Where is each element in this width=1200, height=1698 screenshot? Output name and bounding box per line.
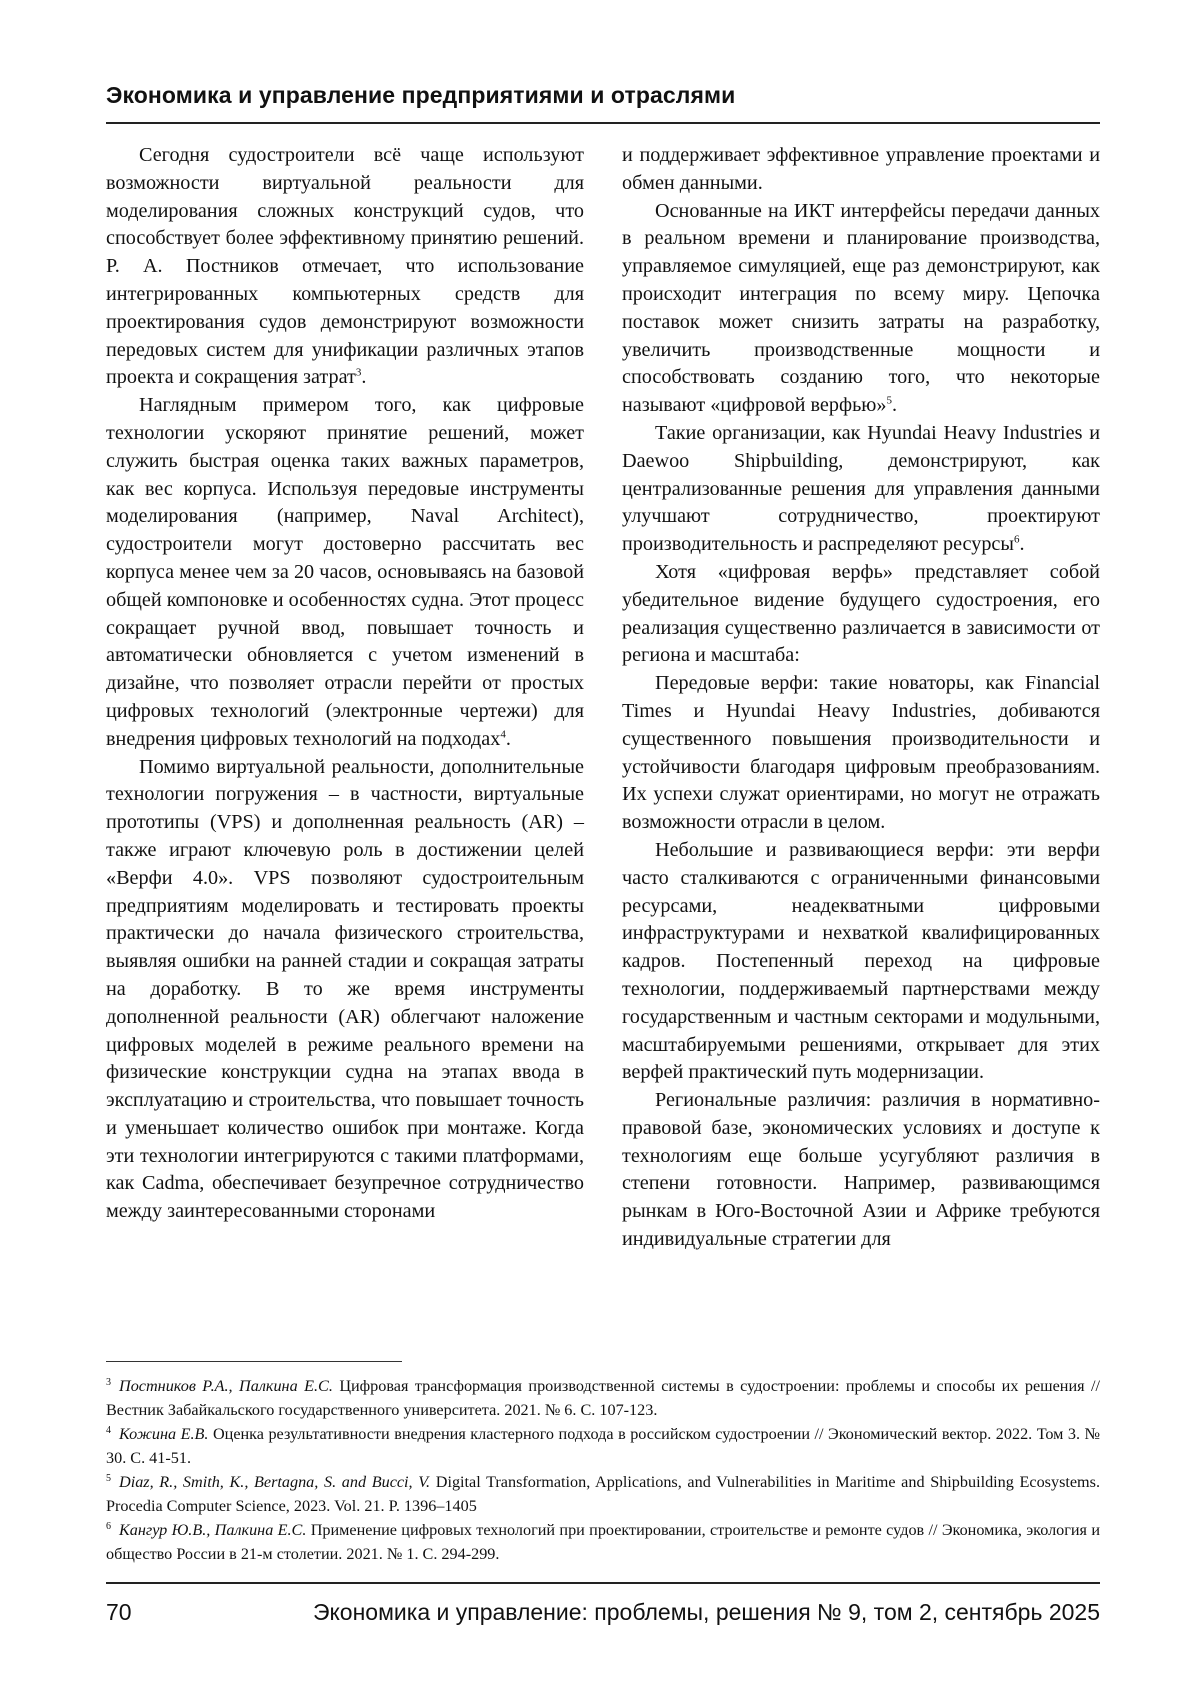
paragraph: Помимо виртуальной реальности, дополнительные технологии погружения – в частности, виртуальные прототипы (VPS) и дополненная реальность (AR) – также играют ключевую роль в достижении целей «Верфи 4.0». VPS позволяют судостроительным предприятиям моделировать и тестировать проекты практически до начала физического строительства, выявляя ошибки на ранней стадии и сокращая затраты на доработку. В то же время инструменты дополненной реальности (AR) облегчают наложение цифровых моделей в режиме реального времени на физические конструкции судна на этапах ввода в эксплуатацию и строительства, что повышает точность и уменьшает количество ошибок при монтаже. Когда эти технологии интегрируются с такими платформами, как Cadma, обеспечивает безупречное сотрудничество между заинтересованными сторонами <box>106 755 584 1223</box>
footnote-number: 3 <box>106 1376 111 1388</box>
paragraph: Наглядным примером того, как цифровые технологии ускоряют принятие решений, может служить быстрая оценка таких важных параметров, как вес корпуса. Используя передовые инструменты моделирования (например, Naval Architect), судостроители могут достоверно рассчитать вес корпуса менее чем за 20 часов, основываясь на базовой общей компоновке и особенностях судна. Этот процесс сокращает ручной ввод, повышает точность и автоматически обновляется с учетом изменений в дизайне, что позволяет отрасли перейти от простых цифровых технологий (электронные чертежи) для внедрения цифровых технологий на подходах$^4$. <box>106 394 584 750</box>
paragraph: Основанные на ИКТ интерфейсы передачи данных в реальном времени и планирование производства, управляемое симуляцией, еще раз демонстрируют, как происходит интеграция по всему миру. Цепочка поставок может снизить затраты на разработку, увеличить производственные мощности и способствовать созданию того, что некоторые называют «цифровой верфью»$^5$. <box>622 199 1100 417</box>
journal-title: Экономика и управление: проблемы, решения № 9, том 2, сентябрь 2025 <box>312 1599 1100 1625</box>
footnote-authors: Постников Р.А., Палкина Е.С. <box>119 1377 333 1395</box>
footnote-number: 4 <box>106 1424 111 1436</box>
footnote-text: Оценка результативности внедрения кластерного подхода в российском судостроении // Экономический вектор. 2022. Том 3. № 30. С. 41-51. <box>106 1425 1100 1467</box>
footnote-ref[interactable]: 5 <box>886 394 892 407</box>
footnote-authors: Кангур Ю.В., Палкина Е.С. <box>119 1521 307 1539</box>
paragraph: Такие организации, как Hyundai Heavy Industries и Daewoo Shipbuilding, демонстрируют, как централизованные решения для управления данными улучшают сотрудничество, проектируют производительность и распределяют ресурсы$^6$. <box>622 421 1100 556</box>
footnote-separator <box>106 1361 402 1362</box>
footnote <box>106 1518 1100 1566</box>
left-column <box>106 142 584 1226</box>
footnote-number: 5 <box>106 1472 111 1484</box>
footnote-authors: Кожина Е.В. <box>119 1425 209 1443</box>
footnote-text: Digital Transformation, Applications, and Vulnerabilities in Maritime and Shipbuilding Ecosystems. Procedia Computer Science, 2023. Vol. 21. P. 1396–1405 <box>106 1473 1100 1515</box>
footnote-authors: Diaz, R., Smith, K., Bertagna, S. and Bucci, V. <box>119 1473 431 1491</box>
footnote-ref[interactable]: 4 <box>500 728 506 740</box>
footnote <box>106 1470 1100 1518</box>
paragraph: Передовые верфи: такие новаторы, как Financial Times и Hyundai Heavy Industries, добиваются существенного повышения производительности и устойчивости благодаря цифровым преобразованиям. Их успехи служат ориентирами, но могут не отражать возможности отрасли в целом. <box>622 672 1100 834</box>
footnote-text: Цифровая трансформация производственной системы в судостроении: проблемы и способы их решения // Вестник Забайкальского государственного университета. 2021. № 6. С. 107-123. <box>106 1377 1100 1419</box>
paragraph: Хотя «цифровая верфь» представляет собой убедительное видение будущего судостроения, его реализация существенно различается в зависимости от региона и масштаба: <box>622 560 1100 667</box>
header-rule <box>106 122 1100 124</box>
footnote-ref[interactable]: 3 <box>355 366 362 379</box>
footnotes <box>106 1374 1100 1566</box>
footnote <box>106 1374 1100 1422</box>
right-column <box>622 142 1100 1254</box>
footer-rule <box>106 1582 1100 1584</box>
page-number: 70 <box>106 1599 132 1625</box>
paragraph: Небольшие и развивающиеся верфи: эти верфи часто сталкиваются с ограниченными финансовыми ресурсами, неадекватными цифровыми инфраструктурами и нехваткой квалифицированных кадров. Постепенный переход на цифровые технологии, поддерживаемый партнерствами между государственным и частным секторами и модульными, масштабируемыми решениями, открывает для этих верфей практический путь модернизации. <box>622 838 1100 1084</box>
footnote-ref[interactable]: 6 <box>1013 533 1020 546</box>
running-head: Экономика и управление предприятиями и отраслями <box>106 82 736 108</box>
paragraph: Сегодня судостроители всё чаще используют возможности виртуальной реальности для моделирования сложных конструкций судов, что способствует более эффективному принятию решений. Р. А. Постников отмечает, что использование интегрированных компьютерных средств для проектирования судов демонстрируют возможности передовых систем для унификации различных этапов проекта и сокращения затрат$^3$. <box>106 144 584 389</box>
paragraph: Региональные различия: различия в нормативно-правовой базе, экономических условиях и доступе к технологиям еще больше усугубляют различия в степени готовности. Например, развивающимся рынкам в Юго-Восточной Азии и Африке требуются индивидуальные стратегии для <box>622 1089 1100 1251</box>
footnote-text: Применение цифровых технологий при проектировании, строительстве и ремонте судов // Экономика, экология и общество России в 21-м столетии. 2021. № 1. С. 294-299. <box>106 1521 1100 1563</box>
footnote-number: 6 <box>106 1520 111 1532</box>
footnote <box>106 1422 1100 1470</box>
paragraph: и поддерживает эффективное управление проектами и обмен данными. <box>622 144 1100 194</box>
